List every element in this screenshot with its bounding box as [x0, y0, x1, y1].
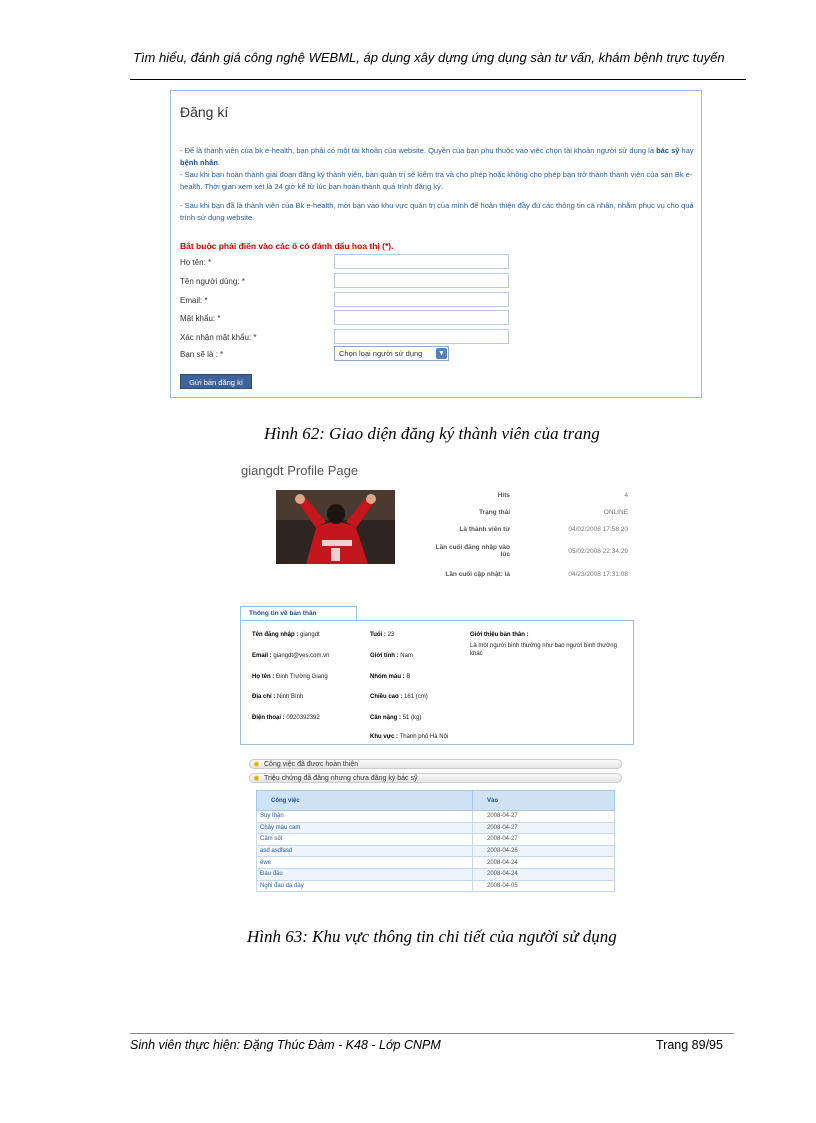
header-rule — [130, 79, 746, 80]
info-label: Họ tên : — [252, 674, 275, 680]
member-since-label: Là thành viên từ — [459, 526, 510, 533]
status-label: Trạng thái — [478, 509, 510, 516]
info-label: Cân nặng : — [370, 715, 401, 721]
info-value: Đinh Trường Giang — [276, 674, 328, 680]
email-input[interactable] — [334, 292, 509, 307]
pending-symptoms-bar[interactable] — [249, 773, 622, 783]
info-label: Email : — [252, 653, 272, 659]
footer-rule — [130, 1033, 734, 1034]
status-value: ONLINE — [603, 509, 628, 516]
required-note: Bắt buộc phải điền vào các ô có đánh dấu hoa thị (*). — [180, 241, 394, 251]
last-update-value: 04/23/2008 17:31:08 — [568, 571, 628, 578]
job-link[interactable]: Suy thận — [257, 811, 473, 823]
fullname-input[interactable] — [334, 254, 509, 269]
registration-paragraph-1 — [180, 145, 695, 168]
confirm-password-label: Xác nhận mật khẩu: * — [180, 333, 257, 342]
date-cell: 2008-04-27 — [473, 834, 615, 846]
tab-personal-info[interactable]: Thông tin về bản thân — [240, 606, 357, 620]
bar-label: Công việc đã được hoàn thiện — [264, 761, 359, 768]
job-link[interactable]: Chảy máu cam — [257, 822, 473, 834]
star-icon: ✹ — [253, 760, 260, 769]
footer-author: Sinh viên thực hiện: Đặng Thúc Đàm - K48 - Lớp CNPM — [130, 1038, 441, 1052]
paragraph-text: hay — [679, 146, 694, 155]
hits-label: Hits — [497, 492, 510, 499]
page-header: Tìm hiểu, đánh giá công nghệ WEBML, áp dụng xây dựng ứng dụng sàn tư vấn, khám bệnh trực tuyến — [133, 50, 725, 65]
user-type-select-value: Chọn loại người sử dụng — [339, 349, 423, 358]
info-label: Giới thiệu bản thân : — [470, 632, 529, 638]
info-weight — [370, 715, 421, 721]
profile-title: giangdt Profile Page — [241, 463, 359, 478]
player-photo-illustration — [276, 490, 395, 564]
info-username — [252, 632, 320, 638]
date-cell: 2008-04-27 — [473, 811, 615, 823]
info-label: Giới tính : — [370, 653, 399, 659]
figure-63-caption: Hình 63: Khu vực thông tin chi tiết của người sử dụng — [247, 927, 617, 946]
figure-62-caption: Hình 62: Giao diện đăng ký thành viên của trang — [264, 424, 600, 443]
info-height — [370, 694, 428, 700]
info-age — [370, 632, 394, 638]
user-type-select[interactable] — [334, 346, 449, 361]
registration-title: Đăng kí — [180, 104, 229, 120]
info-value: giangdt@ves.com.vn — [273, 653, 330, 659]
info-email — [252, 653, 329, 659]
info-blood — [370, 674, 410, 680]
username-input[interactable] — [334, 273, 509, 288]
info-value: 0920392392 — [286, 715, 320, 721]
info-label: Tên đăng nhập : — [252, 632, 299, 638]
info-gender — [370, 653, 413, 659]
info-label: Tuổi : — [370, 632, 386, 638]
info-value: Thành phố Hà Nội — [399, 734, 449, 740]
job-link[interactable]: Cảm sốt — [257, 834, 473, 846]
submit-registration-button[interactable]: Gửi bản đăng kí — [180, 374, 252, 389]
info-address — [252, 694, 303, 700]
column-header-date: Vào — [473, 791, 615, 811]
info-label: Địa chỉ : — [252, 694, 276, 700]
table-row — [257, 857, 615, 869]
fullname-label: Họ tên: * — [180, 258, 212, 267]
bar-label: Triệu chứng đã đăng nhưng chưa đăng ký bác sỹ — [264, 775, 418, 782]
date-cell: 2008-04-26 — [473, 845, 615, 857]
job-link[interactable]: asd asdfasd — [257, 845, 473, 857]
info-intro-label — [470, 632, 529, 638]
page-number: Trang 89/95 — [656, 1038, 723, 1052]
star-icon: ✹ — [253, 774, 260, 783]
password-label: Mật khẩu: * — [180, 314, 221, 323]
info-intro: Là một người bình thường như bao người bình thường khác — [470, 643, 617, 657]
info-fullname — [252, 674, 328, 680]
email-label: Email: * — [180, 296, 208, 305]
confirm-password-input[interactable] — [334, 329, 509, 344]
table-row — [257, 822, 615, 834]
date-cell: 2008-04-05 — [473, 880, 615, 892]
info-label: Chiều cao : — [370, 694, 403, 700]
table-row — [257, 834, 615, 846]
info-value: Nam — [400, 653, 413, 659]
table-row — [257, 880, 615, 892]
date-cell: 2008-04-24 — [473, 857, 615, 869]
completed-jobs-bar[interactable] — [249, 759, 622, 769]
password-input[interactable] — [334, 310, 509, 325]
column-header-job: Công việc — [257, 791, 473, 811]
username-label: Tên người dùng: * — [180, 277, 245, 286]
patient-link[interactable]: bệnh nhân — [180, 157, 218, 167]
paragraph-text: - Để là thành viên của bk e-health, bạn phải có một tài khoản của website. Quyền của bạn phụ thuộc vào việc chọn tài khoản người sử dụng là — [180, 146, 657, 155]
last-login-value: 05/02/2008 22:34:29 — [568, 548, 628, 555]
info-value: B — [406, 674, 411, 680]
info-phone — [252, 715, 320, 721]
job-link[interactable]: ёwe — [257, 857, 473, 869]
info-label: Khu vực : — [370, 734, 399, 740]
profile-photo — [276, 490, 395, 564]
symptoms-table — [256, 790, 615, 892]
info-value: 51 (kg) — [402, 715, 422, 721]
user-type-label: Bạn sẽ là : * — [180, 350, 224, 359]
table-row — [257, 811, 615, 823]
member-since-value: 04/02/2008 17:58:20 — [568, 526, 628, 533]
table-header-row — [257, 791, 615, 811]
personal-info-panel — [240, 620, 634, 745]
table-row — [257, 868, 615, 880]
info-value: 161 (cm) — [404, 694, 428, 700]
info-label: Nhóm máu : — [370, 674, 405, 680]
last-login-label: Lần cuối đăng nhập vào lúc — [435, 544, 510, 558]
info-label: Điện thoại : — [252, 715, 285, 721]
job-link[interactable]: Đau đầu — [257, 868, 473, 880]
last-update-label: Lần cuối cập nhật: lá — [445, 571, 510, 578]
date-cell: 2008-04-24 — [473, 868, 615, 880]
registration-paragraph-3: - Sau khi bạn đã là thành viên của Bk e-health, mời bạn vào khu vực quản trị của mình để hoàn thiện đầy đủ các thông tin cá nhân, nhằm phục vụ cho quá trình sử dụng website. — [180, 201, 694, 222]
info-value: giangdt — [300, 632, 320, 638]
job-link[interactable]: Nghi đau dạ dày — [257, 880, 473, 892]
date-cell: 2008-04-27 — [473, 822, 615, 834]
registration-paragraph-2: - Sau khi bạn hoàn thành giai đoạn đăng ký thành viên, ban quản trị sẽ kiểm tra và cho phép hoặc không cho phép bạn trở thành thành viên của sàn Bk e-health. Thời gian xem xét là 24 giờ kể từ lúc bạn hoàn thành quá trình đăng ký. — [180, 170, 693, 191]
table-row — [257, 845, 615, 857]
info-value: Ninh Bình — [277, 694, 304, 700]
doctor-link[interactable]: bác sỹ — [656, 146, 680, 155]
info-area — [370, 734, 448, 740]
chevron-down-icon[interactable]: ▼ — [436, 348, 447, 359]
info-value: 23 — [387, 632, 395, 638]
paragraph-text: . — [217, 157, 221, 167]
hits-value: 4 — [624, 492, 628, 499]
